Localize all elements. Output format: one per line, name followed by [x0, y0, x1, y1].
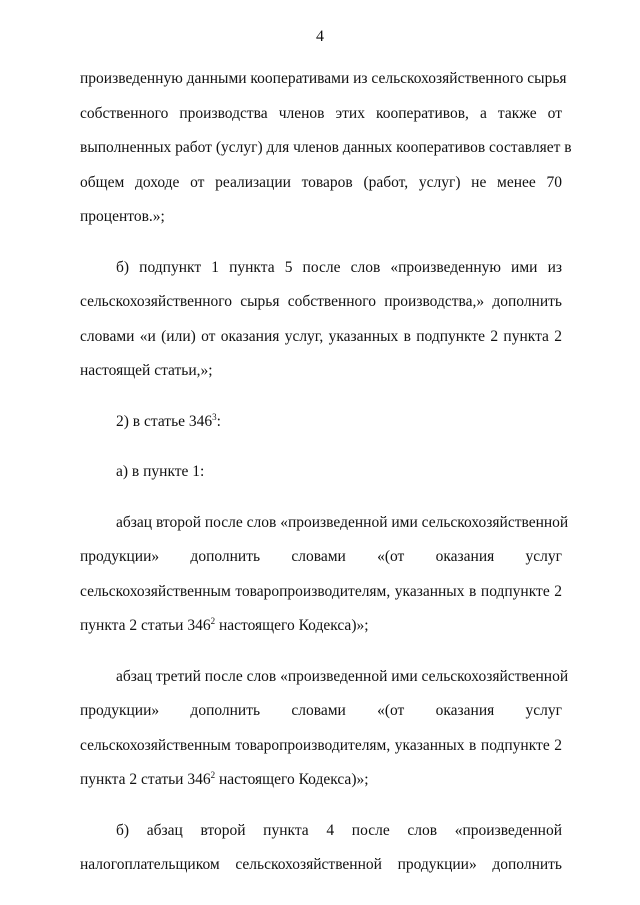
text-line: [80, 405, 562, 440]
text-line: процентов.»;: [80, 208, 165, 225]
text-line: сельскохозяйственным товаропроизводителям, указанных в подпункте 2: [80, 582, 562, 600]
text-line: б) абзац второй пункта 4 после слов «произведенной: [116, 821, 562, 839]
document-body: [80, 62, 572, 883]
text-line: абзац третий после слов «произведенной ими сельскохозяйственной: [116, 667, 569, 685]
text-fragment: настоящего Кодекса)»;: [215, 771, 369, 788]
text-line: [80, 763, 562, 798]
text-line: продукции» дополнить словами «(от оказания услуг: [80, 702, 562, 719]
text-line: [80, 609, 562, 644]
superscript: 2: [210, 615, 216, 626]
text-line: настоящей статьи,»;: [80, 362, 213, 379]
superscript: 3: [212, 411, 217, 422]
text-line: произведенную данными кооперативами из сельскохозяйственного сырья: [80, 70, 567, 87]
text-line: б) подпункт 1 пункта 5 после слов «произведенную ими из: [116, 258, 562, 276]
superscript: 2: [210, 769, 216, 780]
text-fragment: пункта 2 статьи 346: [80, 617, 211, 634]
page-number: 4: [316, 28, 324, 45]
text-line: сельскохозяйственным товаропроизводителям, указанных в подпункте 2: [80, 736, 562, 754]
text-line: выполненных работ (услуг) для членов данных кооперативов составляет в: [80, 139, 572, 156]
text-line: общем доходе от реализации товаров (работ, услуг) не менее 70: [80, 173, 562, 191]
text-line: абзац второй после слов «произведенной ими сельскохозяйственной: [116, 513, 569, 531]
text-fragment: :: [216, 412, 221, 430]
text-fragment: настоящего Кодекса)»;: [215, 617, 369, 634]
text-line: сельскохозяйственного сырья собственного производства,» дополнить: [80, 293, 562, 310]
text-line: словами «и (или) от оказания услуг, указанных в подпункте 2 пункта 2: [80, 327, 562, 345]
text-line: собственного производства членов этих кооперативов, а также от: [80, 104, 562, 122]
text-line: налогоплательщиком сельскохозяйственной продукции» дополнить: [80, 856, 562, 873]
text-fragment: пункта 2 статьи 346: [80, 771, 211, 788]
text-line: продукции» дополнить словами «(от оказания услуг: [80, 548, 562, 565]
text-line: а) в пункте 1:: [116, 463, 205, 480]
text-fragment: 2) в статье 346: [116, 412, 213, 430]
